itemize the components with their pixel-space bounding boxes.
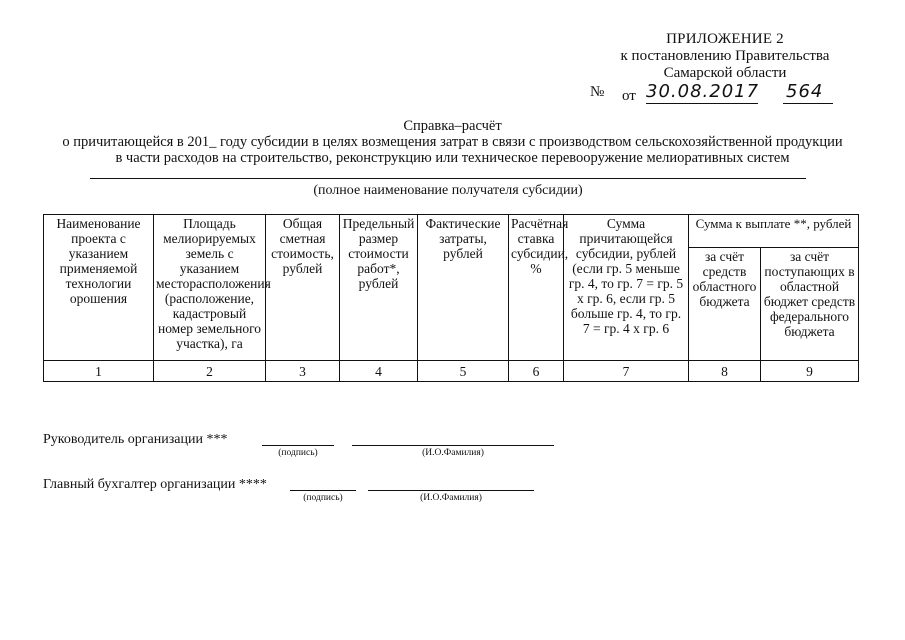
header-col-3: Общая сметная стоимость, рублей bbox=[266, 215, 340, 361]
head-signature-label: Руководитель организации *** bbox=[43, 432, 228, 447]
col-number-8: 8 bbox=[689, 361, 761, 382]
accountant-name-line[interactable] bbox=[368, 490, 534, 491]
header-col-7: Сумма причитающейся субсидии, рублей (если гр. 5 меньше гр. 4, то гр. 7 = гр. 5 х гр. 6, если гр. 5 больше гр. 4, то гр. 7 = гр. 4 х гр. 6 bbox=[564, 215, 689, 361]
accountant-name-caption: (И.О.Фамилия) bbox=[420, 493, 482, 503]
head-signature-caption: (подпись) bbox=[278, 448, 318, 458]
header-col-6: Расчётная ставка субсидии, % bbox=[509, 215, 564, 361]
accountant-signature-label: Главный бухгалтер организации **** bbox=[43, 477, 267, 492]
recipient-caption: (полное наименование получателя субсидии) bbox=[313, 183, 583, 198]
accountant-signature-caption: (подпись) bbox=[303, 493, 343, 503]
col-number-7: 7 bbox=[564, 361, 689, 382]
col-number-5: 5 bbox=[418, 361, 509, 382]
date-underline bbox=[646, 103, 758, 104]
col-number-3: 3 bbox=[266, 361, 340, 382]
appendix-line-2: Самарской области bbox=[663, 65, 787, 81]
head-name-line[interactable] bbox=[352, 445, 554, 446]
document-title: Справка–расчёт bbox=[403, 118, 502, 134]
header-col-1: Наименование проекта с указанием применяемой технологии орошения bbox=[44, 215, 154, 361]
col-number-9: 9 bbox=[761, 361, 859, 382]
from-label: от bbox=[622, 88, 636, 104]
number-underline bbox=[783, 103, 833, 104]
document-subtitle-line-2: в части расходов на строительство, реконструкцию или техническое перевооружение мелиоративных систем bbox=[115, 150, 790, 166]
head-name-caption: (И.О.Фамилия) bbox=[422, 448, 484, 458]
head-signature-line[interactable] bbox=[262, 445, 334, 446]
header-col-9: за счёт поступающих в областной бюджет средств федерального бюджета bbox=[761, 248, 859, 361]
calculation-table bbox=[43, 214, 859, 382]
table-number-row bbox=[44, 361, 859, 382]
appendix-line-1: к постановлению Правительства bbox=[620, 48, 830, 64]
header-col-4: Предельный размер стоимости работ*, рублей bbox=[340, 215, 418, 361]
decree-date-number bbox=[590, 81, 860, 105]
header-col-8: за счёт средств областного бюджета bbox=[689, 248, 761, 361]
decree-number: 564 bbox=[786, 81, 824, 102]
number-label: № bbox=[590, 84, 605, 100]
col-number-6: 6 bbox=[509, 361, 564, 382]
accountant-signature-line[interactable] bbox=[290, 490, 356, 491]
decree-date: 30.08.2017 bbox=[646, 81, 760, 102]
col-number-4: 4 bbox=[340, 361, 418, 382]
document-subtitle-line-1: о причитающейся в 201_ году субсидии в целях возмещения затрат в связи с производством сельскохозяйственной продукции bbox=[62, 134, 843, 150]
recipient-name-line[interactable] bbox=[90, 178, 806, 179]
header-col-8-9-group: Сумма к выплате **, рублей bbox=[689, 215, 859, 248]
col-number-1: 1 bbox=[44, 361, 154, 382]
document-title-block bbox=[20, 118, 885, 166]
header-col-2: Площадь мелиорируемых земель с указанием месторасположения (расположение, кадастровый номер земельного участка), га bbox=[154, 215, 266, 361]
appendix-header bbox=[590, 31, 860, 105]
col-number-2: 2 bbox=[154, 361, 266, 382]
header-col-5: Фактические затраты, рублей bbox=[418, 215, 509, 361]
table-header-row-1 bbox=[44, 215, 859, 248]
appendix-title: ПРИЛОЖЕНИЕ 2 bbox=[666, 31, 784, 47]
